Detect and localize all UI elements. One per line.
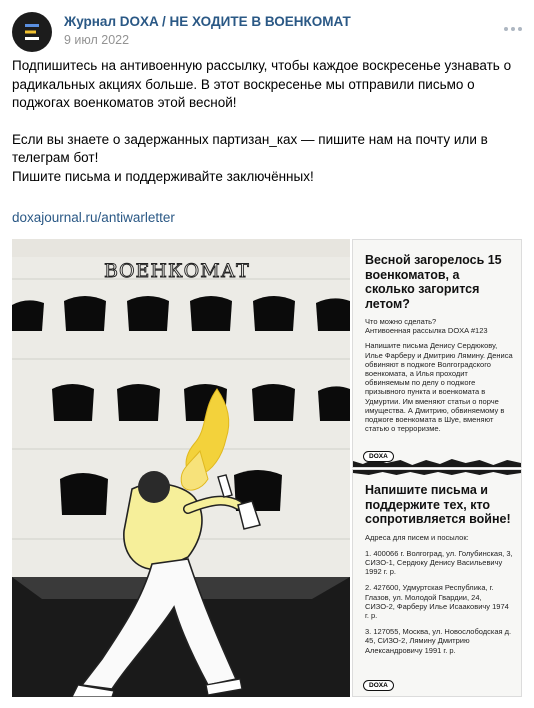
- author-name[interactable]: Журнал DOXA / НЕ ХОДИТЕ В ВОЕНКОМАТ: [64, 14, 351, 29]
- doxa-logo-icon: [21, 22, 43, 42]
- card-body: Напишите письма Денису Сердюкову, Илье Фарберу и Дмитрию Лямину. Дениса обвиняют в поджоге Волгоградского военкомата, а Илья проходит обвиняемым по делу о поджоге призывного пункта и военкомата в Удмуртии. Им вменяют статьи о порче имущества. А Дмитрию, обвиняемому в поджоге военкомата в Шуе, вменяют статью о терроризме.: [365, 341, 513, 434]
- card-title: Напишите письма и поддержите тех, кто сопротивляется войне!: [365, 483, 511, 526]
- more-dots-icon[interactable]: [504, 22, 522, 36]
- doxa-badge: DOXA: [363, 451, 394, 462]
- post-paragraph: Пишите письма и поддерживайте заключённых!: [12, 168, 314, 184]
- post-photo[interactable]: [12, 239, 350, 697]
- post-paragraph: Подпишитесь на антивоенную рассылку, чтобы каждое воскресенье узнавать о радикальных акциях больше. В этот воскресенье мы отправили письмо о поджогах военкоматов этой весной!: [12, 58, 512, 110]
- post-text: [12, 57, 512, 186]
- doxa-badge: DOXA: [363, 680, 394, 691]
- building-sign: ВОЕНКОМАТ: [104, 260, 250, 282]
- card-intro: Адреса для писем и посылок:: [365, 532, 469, 542]
- info-card-first[interactable]: [352, 239, 522, 468]
- address-item: 3. 127055, Москва, ул. Новослободская д. 45, СИЗО-2, Лямину Дмитрию Александровичу 1991 г. р.: [365, 627, 512, 655]
- post-paragraph: Если вы знаете о задержанных партизан_ках — пишите нам на почту или в телеграм бот!: [12, 131, 488, 165]
- illustration: [12, 239, 350, 697]
- avatar[interactable]: [12, 12, 52, 52]
- address-item: 2. 427600, Удмуртская Республика, г. Глазов, ул. Молодой Гвардии, 24, СИЗО-2, Фарберу Илье Исааковичу 1974 г. р.: [365, 583, 509, 620]
- post-link[interactable]: doxajournal.ru/antiwarletter: [12, 210, 175, 225]
- info-card-second[interactable]: [352, 469, 522, 697]
- card-subtitle-issue: Антивоенная рассылка DOXA #123: [365, 326, 488, 336]
- card-title: Весной загорелось 15 военкоматов, а сколько загорится летом?: [365, 253, 502, 311]
- card-subtitle: Что можно сделать?: [365, 317, 437, 326]
- torn-edge: [353, 470, 521, 476]
- address-item: 1. 400066 г. Волгоград, ул. Голубинская, 3, СИЗО-1, Сердюку Денису Васильевичу 1992 г. р.: [365, 548, 513, 577]
- post-date[interactable]: 9 июл 2022: [64, 33, 130, 47]
- post-header: [12, 12, 522, 52]
